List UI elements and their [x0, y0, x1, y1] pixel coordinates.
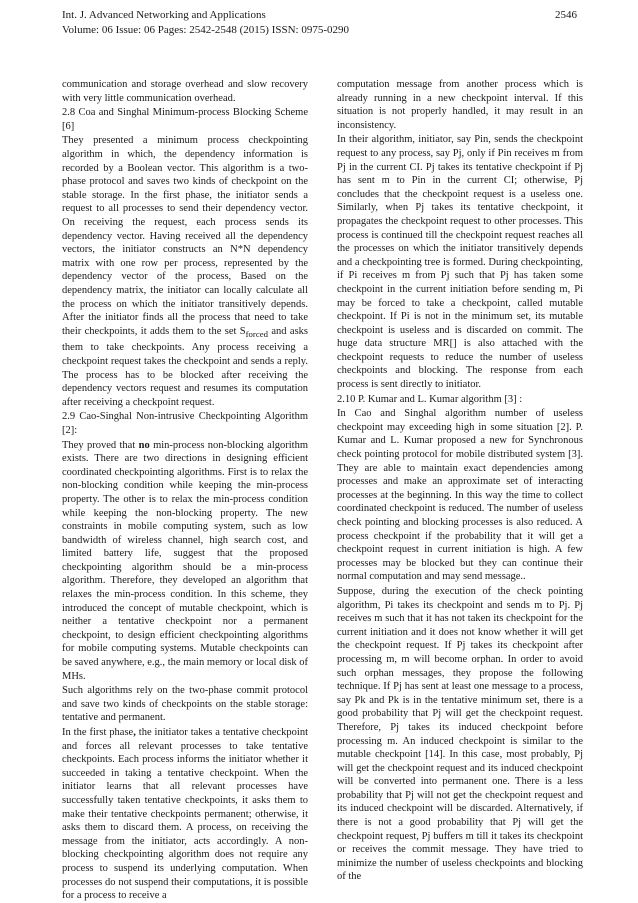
- text-run: In the first phase: [62, 727, 134, 738]
- text-run: min-process non-blocking algorithm exists. There are two directions in designing efficient coordinated checkpointing algorithms. First is to relax the non-blocking condition while keeping the min-process property. The other is to relax the min-process condition while keeping the non-blocking property. The new constraints in mobile computing system, such as low bandwidth of wireless channel, high search cost, and limited battery life, suggest that the proposed checkpointing algorithm should be a min-process algorithm. Therefore, they developed an algorithm that relaxes the min-process condition. In this scheme, they introduced the concept of mutable checkpoint, which is neither a tentative checkpoint nor a permanent checkpoint, to design efficient checkpointing algorithms for mobile computing systems. Mutable checkpoints can be saved anywhere, e.g., the main memory or local disk of MHs.: [62, 439, 308, 682]
- right-column: [337, 78, 583, 884]
- paragraph: communication and storage overhead and slow recovery with very little communication overhead.: [62, 79, 308, 104]
- paragraph: computation message from another process which is already running in a new checkpoint interval. If this situation is not properly handled, it may result in an inconsistency.: [337, 79, 583, 131]
- bold-word: no: [138, 439, 150, 451]
- section-heading-2-9: 2.9 Cao-Singhal Non-intrusive Checkpointing Algorithm [2]:: [62, 411, 308, 436]
- text-run: They proved that: [62, 439, 139, 451]
- section-heading-2-8: 2.8 Coa and Singhal Minimum-process Blocking Scheme [6]: [62, 107, 308, 132]
- left-column: [62, 78, 308, 903]
- paragraph: In Cao and Singhal algorithm number of useless checkpoint may exceeding high in some situation [2]. P. Kumar and L. Kumar proposed a new for Synchronous check pointing protocol for mobile distributed system [3]. They are able to maintain exact dependencies among processes and make an approximate set of interacting processes at the beginning. In this way the time to collect coordinated checkpoint is reduced. The number of useless check pointing and blocking processes is also reduced. A process checkpoint if the probability that it will get a checkpoint request in current initiation is high. A few processes may be blocked but they can continue their normal computation and may send message..: [337, 408, 583, 583]
- paragraph: [62, 439, 308, 684]
- journal-title: Int. J. Advanced Networking and Applications: [62, 9, 266, 21]
- section-heading-2-10: 2.10 P. Kumar and L. Kumar algorithm [3] :: [337, 393, 523, 405]
- text-run: and asks them to take checkpoints. Any process receiving a checkpoint request takes the checkpoint and sends a reply. The process has to be blocked after receiving the dependency vectors request and resumes its computation after receiving a checkpoint request.: [62, 325, 309, 408]
- paragraph: In their algorithm, initiator, say Pin, sends the checkpoint request to any process, say Pj, only if Pin receives m from Pj in the current CI. Pj takes its tentative checkpoint if Pj has sent m to Pin in the current CI; otherwise, Pj concludes that the checkpoint request is a useless one. Similarly, when Pj takes its tentative checkpoint, it propagates the checkpoint request to other processes. This process is continued till the checkpoint request reaches all the processes on which the initiator transitively depends and a checkpointing tree is formed. During checkpointing, if Pi receives m from Pj such that Pj has taken some checkpoint in the current initiation before sending m, Pi may be forced to take a checkpoint, called mutable checkpoint. If Pi is not in the minimum set, its mutable checkpoint is useless and is discarded on commit. The huge data structure MR[] is also attached with the checkpoint requests to reduce the number of useless checkpoints and blocking. The response from each process is sent directly to initiator.: [337, 134, 583, 391]
- paragraph: [62, 134, 308, 409]
- paragraph: Such algorithms rely on the two-phase commit protocol and save two kinds of checkpoints on the stable storage: tentative and permanent.: [62, 685, 308, 724]
- page-header: [62, 8, 577, 50]
- volume-info: Volume: 06 Issue: 06 Pages: 2542-2548 (2015) ISSN: 0975-0290: [62, 24, 350, 36]
- page-number: 2546: [555, 9, 577, 21]
- text-run: the initiator takes a tentative checkpoint and forces all relevant processes to take tentative checkpoints. Each process informs the initiator whether it succeeded in taking a tentative checkpoint. When the initiator learns that all relevant processes have successfully taken tentative checkpoints, it asks them to make their tentative checkpoints permanent; otherwise, it asks them to discard them. A process, on receiving the message from the initiator, acts accordingly. A non-blocking checkpointing algorithm does not require any process to suspend its underlying computation. When processes do not suspend their computations, it is possible for a process to receive a: [62, 727, 308, 902]
- subscript: forced: [245, 328, 268, 339]
- paragraph: [62, 726, 308, 903]
- bold-comma: ,: [133, 727, 136, 738]
- text-run: They presented a minimum process checkpointing algorithm in which, the dependency information is recorded by a Boolean vector. This algorithm is a two-phase protocol and saves two kinds of checkpoint on the stable storage. In the first phase, the initiator sends a request to all processes to send their dependency vector. On receiving the request, each process sends its dependency vector. Having received all the dependency vectors, the initiator constructs an N*N dependency matrix with one row per process, represented by the dependency vector of the process, Based on the dependency matrix, the initiator can locally calculate all the process on which the initiator transitively depends. After the initiator finds all the process that need to take their checkpoints, it adds them to the set S: [62, 135, 308, 337]
- paragraph: Suppose, during the execution of the check pointing algorithm, Pi takes its checkpoint and sends m to Pj. Pj receives m such that it has not taken its checkpoint for the current initiation and it does not know whether it will get the checkpoint request. If Pj takes its checkpoint after processing m, m will become orphan. In order to avoid such orphan messages, they propose the following technique. If Pj has sent at least one message to a process, say Pk and Pk is in the tentative minimum set, there is a good probability that Pj will get the checkpoint request. Therefore, Pj takes its induced checkpoint before processing m. An induced checkpoint is similar to the mutable checkpoint [14]. In this case, most probably, Pj will get the checkpoint request and its induced checkpoint will be converted into permanent one. There is a less probability that Pj will not get the checkpoint request and its induced checkpoint will be discarded. Alternatively, if there is not a good probability that Pj will get the checkpoint request, Pj buffers m till it takes its checkpoint or receives the commit message. They have tried to minimize the number of useless checkpoints and blocking of the: [337, 585, 583, 883]
